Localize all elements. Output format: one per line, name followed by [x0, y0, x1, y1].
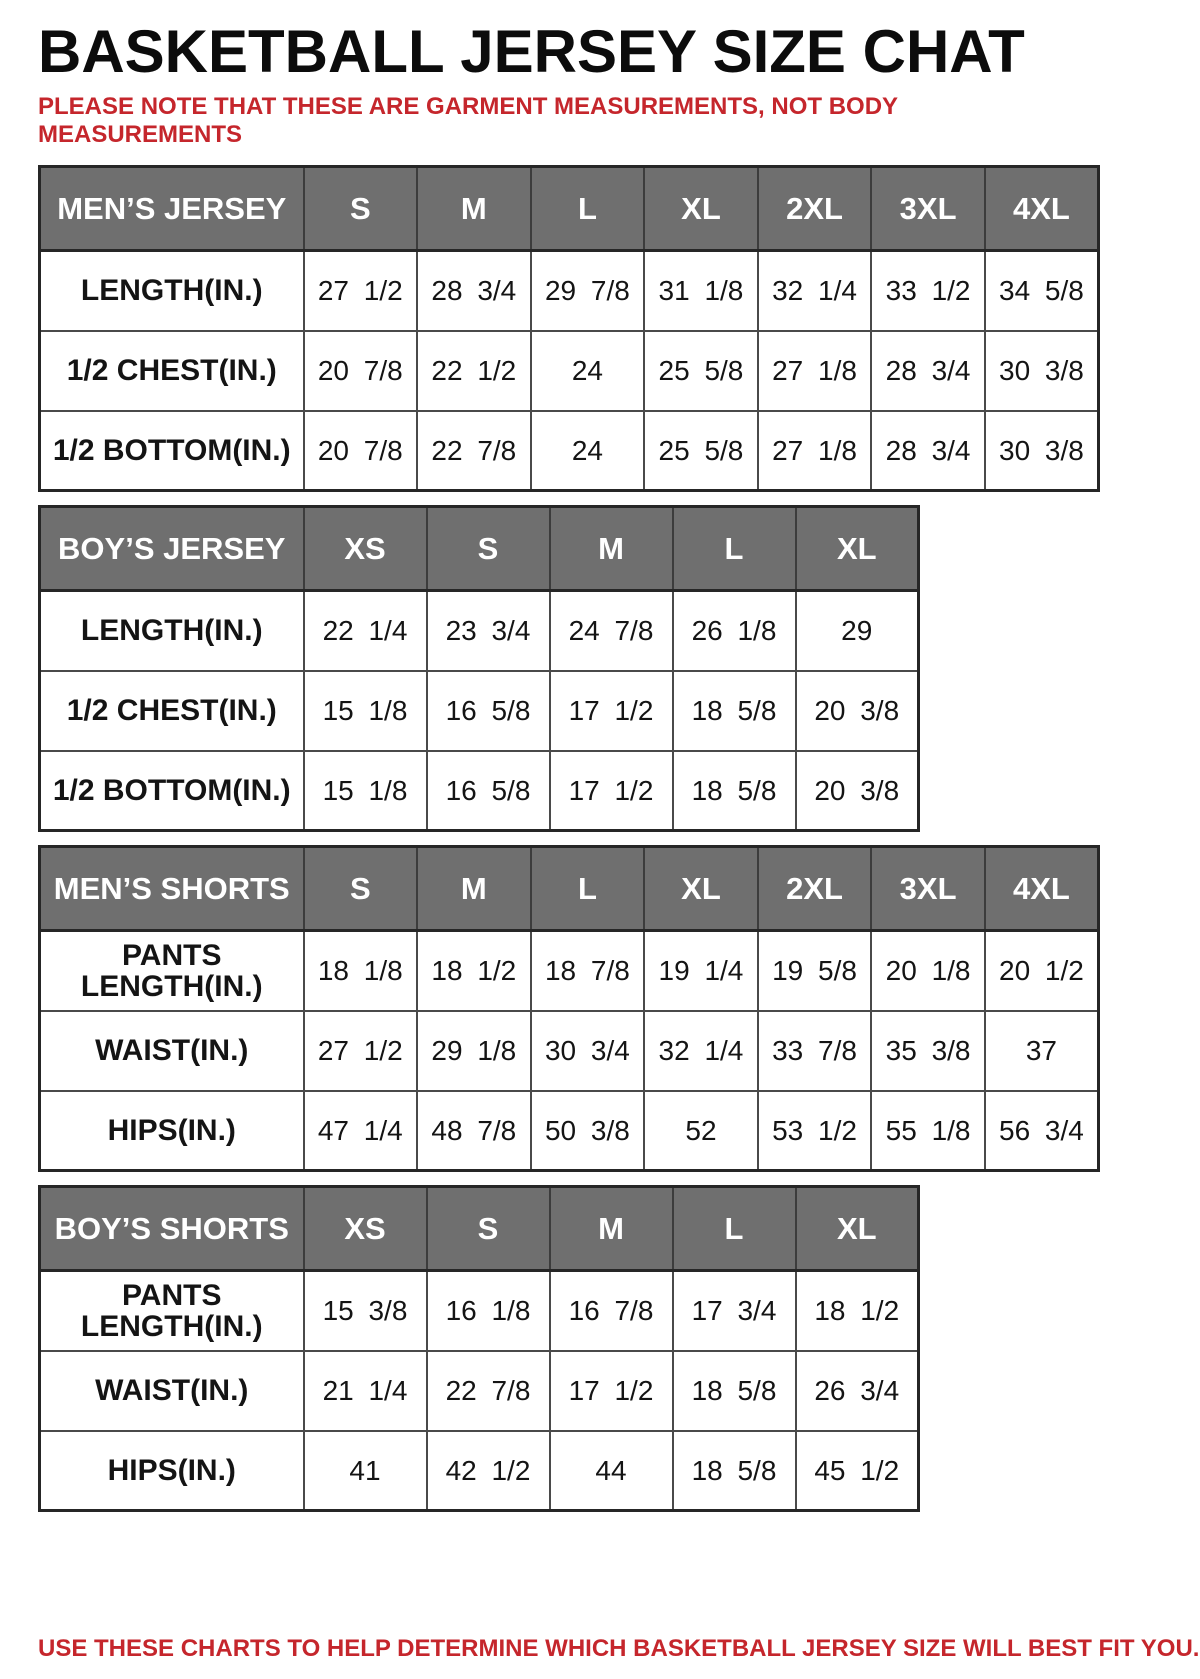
boys-jersey-row	[40, 591, 919, 671]
row-label: HIPS(IN.)	[40, 1091, 304, 1171]
size-value: 17 1/2	[550, 1351, 673, 1431]
boys-jersey-size-col-m: M	[550, 507, 673, 591]
size-value: 50 3/8	[531, 1091, 645, 1171]
mens-jersey-size-col-l: L	[531, 167, 645, 251]
size-value: 27 1/8	[758, 331, 872, 411]
size-value: 48 7/8	[417, 1091, 531, 1171]
boys-jersey-row	[40, 671, 919, 751]
size-value: 26 1/8	[673, 591, 796, 671]
mens-jersey-size-col-3xl: 3XL	[871, 167, 985, 251]
size-value: 20 7/8	[304, 411, 418, 491]
mens-shorts-size-col-3xl: 3XL	[871, 847, 985, 931]
size-value: 22 7/8	[417, 411, 531, 491]
size-value: 27 1/2	[304, 251, 418, 331]
size-value: 44	[550, 1431, 673, 1511]
row-label: 1/2 BOTTOM(IN.)	[40, 751, 304, 831]
size-value: 34 5/8	[985, 251, 1099, 331]
size-value: 18 5/8	[673, 751, 796, 831]
row-label: 1/2 BOTTOM(IN.)	[40, 411, 304, 491]
garment-measurement-note: PLEASE NOTE THAT THESE ARE GARMENT MEASUREMENTS, NOT BODY MEASUREMENTS	[38, 92, 898, 149]
mens-jersey-size-col-m: M	[417, 167, 531, 251]
boys-shorts-row	[40, 1271, 919, 1351]
size-value: 33 1/2	[871, 251, 985, 331]
row-label: 1/2 CHEST(IN.)	[40, 331, 304, 411]
mens-jersey-size-col-s: S	[304, 167, 418, 251]
size-value: 35 3/8	[871, 1011, 985, 1091]
size-value: 56 3/4	[985, 1091, 1099, 1171]
boys-shorts-size-col-s: S	[427, 1187, 550, 1271]
size-value: 24	[531, 411, 645, 491]
size-value: 45 1/2	[796, 1431, 919, 1511]
mens-shorts-header-label: MEN’S SHORTS	[40, 847, 304, 931]
mens-shorts-size-col-2xl: 2XL	[758, 847, 872, 931]
size-value: 41	[304, 1431, 427, 1511]
size-value: 22 1/4	[304, 591, 427, 671]
size-value: 21 1/4	[304, 1351, 427, 1431]
size-value: 18 7/8	[531, 931, 645, 1011]
boys-jersey-size-col-l: L	[673, 507, 796, 591]
size-value: 29 7/8	[531, 251, 645, 331]
size-value: 24 7/8	[550, 591, 673, 671]
boys-jersey-row	[40, 751, 919, 831]
size-value: 19 5/8	[758, 931, 872, 1011]
size-value: 28 3/4	[417, 251, 531, 331]
size-value: 20 3/8	[796, 751, 919, 831]
size-value: 19 1/4	[644, 931, 758, 1011]
row-label: WAIST(IN.)	[40, 1351, 304, 1431]
size-value: 16 7/8	[550, 1271, 673, 1351]
size-value: 22 7/8	[427, 1351, 550, 1431]
boys-jersey-size-col-xs: XS	[304, 507, 427, 591]
size-value: 30 3/8	[985, 411, 1099, 491]
size-value: 32 1/4	[758, 251, 872, 331]
size-value: 47 1/4	[304, 1091, 418, 1171]
boys-shorts-header-label: BOY’S SHORTS	[40, 1187, 304, 1271]
mens-shorts-size-col-l: L	[531, 847, 645, 931]
size-value: 18 1/2	[796, 1271, 919, 1351]
size-value: 18 5/8	[673, 1351, 796, 1431]
size-value: 30 3/4	[531, 1011, 645, 1091]
boys-shorts-row	[40, 1431, 919, 1511]
size-value: 18 5/8	[673, 1431, 796, 1511]
row-label: 1/2 CHEST(IN.)	[40, 671, 304, 751]
row-label: LENGTH(IN.)	[40, 591, 304, 671]
size-value: 25 5/8	[644, 331, 758, 411]
boys-shorts-header-row	[40, 1187, 919, 1271]
size-value: 15 3/8	[304, 1271, 427, 1351]
boys-jersey-size-col-s: S	[427, 507, 550, 591]
size-value: 31 1/8	[644, 251, 758, 331]
boys-jersey-table	[38, 505, 920, 832]
size-value: 28 3/4	[871, 411, 985, 491]
size-value: 52	[644, 1091, 758, 1171]
row-label: HIPS(IN.)	[40, 1431, 304, 1511]
boys-shorts-size-col-m: M	[550, 1187, 673, 1271]
mens-shorts-size-col-xl: XL	[644, 847, 758, 931]
row-label: PANTS LENGTH(IN.)	[40, 1271, 304, 1351]
mens-shorts-table	[38, 845, 1100, 1172]
boys-shorts-size-col-l: L	[673, 1187, 796, 1271]
mens-jersey-row	[40, 411, 1099, 491]
size-value: 17 1/2	[550, 671, 673, 751]
size-value: 27 1/2	[304, 1011, 418, 1091]
size-value: 55 1/8	[871, 1091, 985, 1171]
row-label: LENGTH(IN.)	[40, 251, 304, 331]
mens-jersey-row	[40, 331, 1099, 411]
mens-shorts-row	[40, 931, 1099, 1011]
boys-shorts-row	[40, 1351, 919, 1431]
footer-note: USE THESE CHARTS TO HELP DETERMINE WHICH BASKETBALL JERSEY SIZE WILL BEST FIT YOU.	[38, 1635, 1200, 1662]
mens-jersey-size-col-4xl: 4XL	[985, 167, 1099, 251]
row-label: WAIST(IN.)	[40, 1011, 304, 1091]
size-value: 26 3/4	[796, 1351, 919, 1431]
size-value: 18 5/8	[673, 671, 796, 751]
boys-jersey-size-col-xl: XL	[796, 507, 919, 591]
size-value: 20 7/8	[304, 331, 418, 411]
size-value: 16 5/8	[427, 751, 550, 831]
size-value: 29 1/8	[417, 1011, 531, 1091]
size-value: 33 7/8	[758, 1011, 872, 1091]
size-value: 42 1/2	[427, 1431, 550, 1511]
size-value: 15 1/8	[304, 751, 427, 831]
size-value: 27 1/8	[758, 411, 872, 491]
size-value: 28 3/4	[871, 331, 985, 411]
mens-jersey-size-col-xl: XL	[644, 167, 758, 251]
row-label: PANTS LENGTH(IN.)	[40, 931, 304, 1011]
size-value: 24	[531, 331, 645, 411]
mens-jersey-row	[40, 251, 1099, 331]
boys-jersey-header-label: BOY’S JERSEY	[40, 507, 304, 591]
size-tables-container	[38, 165, 1164, 1525]
boys-shorts-table	[38, 1185, 920, 1512]
size-value: 20 1/8	[871, 931, 985, 1011]
size-value: 23 3/4	[427, 591, 550, 671]
page-title: BASKETBALL JERSEY SIZE CHAT	[38, 18, 1025, 85]
mens-shorts-size-col-s: S	[304, 847, 418, 931]
mens-shorts-row	[40, 1011, 1099, 1091]
size-value: 17 3/4	[673, 1271, 796, 1351]
boys-shorts-size-col-xl: XL	[796, 1187, 919, 1271]
size-value: 20 3/8	[796, 671, 919, 751]
size-value: 15 1/8	[304, 671, 427, 751]
size-value: 29	[796, 591, 919, 671]
size-value: 20 1/2	[985, 931, 1099, 1011]
size-value: 30 3/8	[985, 331, 1099, 411]
size-value: 18 1/2	[417, 931, 531, 1011]
size-value: 25 5/8	[644, 411, 758, 491]
mens-shorts-row	[40, 1091, 1099, 1171]
mens-shorts-size-col-m: M	[417, 847, 531, 931]
mens-jersey-table	[38, 165, 1100, 492]
boys-shorts-size-col-xs: XS	[304, 1187, 427, 1271]
size-value: 16 5/8	[427, 671, 550, 751]
size-value: 22 1/2	[417, 331, 531, 411]
mens-shorts-size-col-4xl: 4XL	[985, 847, 1099, 931]
size-value: 32 1/4	[644, 1011, 758, 1091]
size-value: 17 1/2	[550, 751, 673, 831]
mens-shorts-header-row	[40, 847, 1099, 931]
size-value: 16 1/8	[427, 1271, 550, 1351]
size-value: 37	[985, 1011, 1099, 1091]
size-value: 53 1/2	[758, 1091, 872, 1171]
mens-jersey-size-col-2xl: 2XL	[758, 167, 872, 251]
boys-jersey-header-row	[40, 507, 919, 591]
mens-jersey-header-row	[40, 167, 1099, 251]
size-value: 18 1/8	[304, 931, 418, 1011]
mens-jersey-header-label: MEN’S JERSEY	[40, 167, 304, 251]
